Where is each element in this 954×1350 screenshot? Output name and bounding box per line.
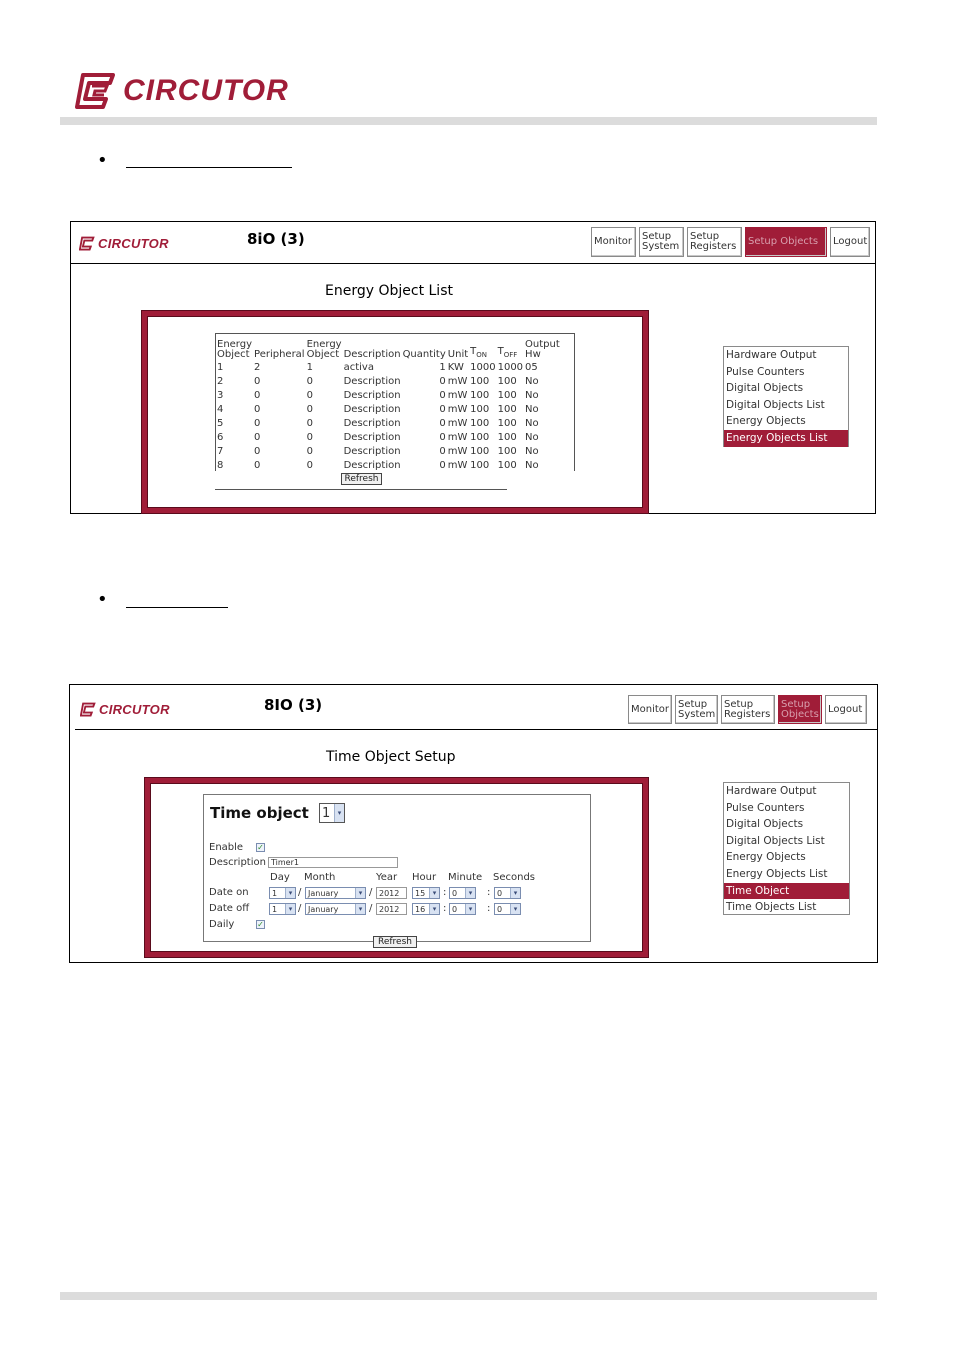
nav-monitor[interactable]: Monitor [591, 227, 636, 257]
description-input[interactable]: Timer1 [268, 857, 398, 868]
select-value: 0 [497, 904, 503, 914]
panel-header [71, 222, 875, 264]
cell: No [525, 375, 539, 387]
cell: 0 [306, 445, 313, 457]
cell: No [525, 431, 539, 443]
refresh-button[interactable]: Refresh [373, 936, 417, 948]
date-on-second-select[interactable] [494, 887, 521, 899]
section-title: Time Object Setup [326, 749, 456, 765]
chevron-down-icon: ▾ [510, 904, 520, 914]
cell: 0 [306, 431, 313, 443]
col-quantity: Quantity [402, 349, 446, 360]
select-value: 1 [272, 904, 278, 914]
description-label: Description [209, 857, 266, 868]
col-description: Description [343, 349, 401, 360]
cell: 0 [254, 389, 261, 401]
cell: Description [343, 375, 401, 387]
cell: mW [447, 403, 468, 415]
device-title: 8iO (3) [247, 230, 305, 248]
nav-setup-system[interactable]: Setup System [675, 695, 718, 724]
col-hour-label: Hour [412, 872, 437, 883]
daily-label: Daily [209, 919, 235, 930]
cell: 2 [254, 361, 261, 373]
select-value: 0 [452, 904, 458, 914]
nav-logout[interactable]: Logout [825, 695, 867, 724]
cell: Description [343, 389, 401, 401]
footer-rule [60, 1292, 877, 1300]
cell: Description [343, 445, 401, 457]
col-day-label: Day [270, 872, 290, 883]
cell: 100 [470, 389, 490, 401]
chevron-down-icon: ▾ [285, 904, 295, 914]
slash: / [369, 903, 373, 914]
document-logo-text: CIRCUTOR [123, 74, 289, 107]
enable-label: Enable [209, 842, 244, 853]
cell: 0 [254, 445, 261, 457]
nav-setup-registers[interactable]: Setup Registers [721, 695, 775, 724]
cell: 1 [217, 361, 224, 373]
table-bottom-rule [215, 489, 507, 490]
cell: Description [343, 417, 401, 429]
col-month-label: Month [304, 872, 336, 883]
date-off-second-select[interactable] [494, 903, 521, 915]
table-row [216, 402, 561, 416]
col-output-hw: Output Hw [525, 339, 560, 360]
cell: 3 [217, 389, 224, 401]
slash: / [369, 887, 373, 898]
content-frame [142, 311, 648, 513]
cell: 0 [306, 459, 313, 471]
date-on-minute-select[interactable] [449, 887, 476, 899]
side-menu-hardware-output[interactable]: Hardware Output [726, 785, 817, 797]
cell: 0 [306, 403, 313, 415]
cell: 6 [217, 431, 224, 443]
select-value: 15 [415, 888, 426, 898]
side-menu-energy-objects-list[interactable]: Energy Objects List [726, 867, 828, 880]
side-menu [723, 346, 849, 447]
date-on-year-input[interactable]: 2012 [376, 887, 407, 899]
cell: 5 [217, 417, 224, 429]
cell: 2 [217, 375, 224, 387]
side-menu-digital-objects[interactable]: Digital Objects [726, 382, 804, 395]
nav-setup-objects[interactable]: Setup Objects [745, 227, 827, 257]
nav-setup-system[interactable]: Setup System [639, 227, 684, 257]
side-menu-energy-objects-list[interactable]: Energy Objects List [724, 430, 848, 447]
side-menu-digital-objects-list[interactable]: Digital Objects List [726, 834, 825, 847]
cell: 100 [470, 403, 490, 415]
cell: 0 [306, 375, 313, 387]
nav-setup-registers[interactable]: Setup Registers [687, 227, 742, 257]
date-on-day-select[interactable] [269, 887, 296, 899]
content-frame [145, 778, 648, 957]
chevron-down-icon: ▾ [285, 888, 295, 898]
chevron-down-icon: ▾ [510, 888, 520, 898]
col-t-off: $T_{OFF}$ [497, 346, 518, 359]
cell: mW [447, 375, 468, 387]
cell: 1000 [497, 361, 524, 373]
col-t-on: $T_{ON}$ [470, 346, 487, 359]
cell: 100 [470, 459, 490, 471]
cell: mW [447, 431, 468, 443]
date-off-month-select[interactable] [305, 903, 366, 915]
cell: 0 [306, 417, 313, 429]
bullet-1-underline [126, 167, 292, 168]
chevron-down-icon: ▾ [429, 888, 439, 898]
cell: 1 [439, 361, 446, 373]
side-menu-energy-objects[interactable]: Energy Objects [726, 851, 806, 864]
select-value: 0 [497, 888, 503, 898]
cell: 100 [497, 431, 517, 443]
date-off-label: Date off [209, 903, 250, 914]
table-row [216, 430, 561, 444]
energy-object-list-screenshot [70, 221, 876, 514]
cell: 1000 [470, 361, 496, 373]
cell: 0 [254, 459, 261, 471]
nav-monitor[interactable]: Monitor [628, 695, 672, 724]
select-value: January [308, 888, 339, 898]
cell: 1 [306, 361, 313, 373]
cell: No [525, 403, 539, 415]
section-title: Energy Object List [325, 283, 453, 299]
cell: Description [343, 431, 401, 443]
cell: 100 [470, 417, 490, 429]
time-object-select[interactable] [319, 803, 345, 823]
select-value: 1 [272, 888, 278, 898]
slash: / [298, 903, 302, 914]
cell: 0 [254, 431, 261, 443]
cell: No [525, 389, 539, 401]
date-off-day-select[interactable] [269, 903, 296, 915]
form-heading: Time object [210, 804, 309, 822]
time-object-setup-screenshot [69, 684, 878, 963]
cell: 100 [497, 389, 517, 401]
cell: 4 [217, 403, 224, 415]
date-off-minute-select[interactable] [449, 903, 476, 915]
colon: : [487, 903, 491, 914]
side-menu-digital-objects-list[interactable]: Digital Objects List [726, 398, 825, 411]
panel-logo [79, 236, 169, 251]
circutor-logo-icon [75, 71, 117, 111]
cell: Description [343, 403, 401, 415]
panel-header [75, 685, 877, 730]
cell: 100 [497, 445, 517, 457]
circutor-logo-icon [79, 236, 95, 251]
panel-logo [80, 702, 170, 717]
col-minute-label: Minute [448, 872, 483, 883]
col-year-label: Year [376, 872, 398, 883]
refresh-button[interactable]: Refresh [341, 473, 382, 485]
bullet-1: • [97, 150, 108, 171]
chevron-down-icon: ▾ [355, 888, 365, 898]
cell: mW [447, 417, 468, 429]
chevron-down-icon: ▾ [355, 904, 365, 914]
cell: 8 [217, 459, 224, 471]
cell: 7 [217, 445, 224, 457]
cell: 0 [439, 389, 446, 401]
cell: 100 [497, 403, 517, 415]
col-energy-object-2: Energy Object [306, 339, 342, 360]
chevron-down-icon: ▾ [465, 904, 475, 914]
cell: 0 [254, 417, 261, 429]
cell: 0 [439, 459, 446, 471]
table-row [216, 388, 561, 402]
cell: 100 [470, 431, 490, 443]
date-on-hour-select[interactable] [412, 887, 440, 899]
side-menu-time-object[interactable]: Time Object [724, 883, 849, 900]
cell: 100 [497, 417, 517, 429]
date-off-hour-select[interactable] [412, 903, 440, 915]
nav-logout[interactable]: Logout [830, 227, 870, 257]
cell: 0 [254, 375, 261, 387]
cell: 0 [439, 417, 446, 429]
side-menu [723, 782, 850, 915]
side-menu-time-objects-list[interactable]: Time Objects List [726, 901, 817, 914]
cell: mW [447, 459, 468, 471]
slash: / [298, 887, 302, 898]
energy-table-wrap [215, 333, 575, 471]
cell: 100 [497, 459, 517, 471]
cell: 0 [439, 403, 446, 415]
device-title: 8IO (3) [264, 696, 323, 714]
cell: No [525, 417, 539, 429]
date-off-year-input[interactable]: 2012 [376, 903, 407, 915]
circutor-logo-icon [80, 702, 96, 717]
select-value: 16 [415, 904, 426, 914]
colon: : [443, 903, 447, 914]
date-on-month-select[interactable] [305, 887, 366, 899]
side-menu-digital-objects[interactable]: Digital Objects [726, 818, 804, 831]
document-logo [75, 70, 300, 112]
cell: 0 [439, 445, 446, 457]
cell: 100 [497, 375, 517, 387]
top-nav [628, 695, 867, 724]
cell: No [525, 445, 539, 457]
date-on-label: Date on [209, 887, 249, 898]
col-seconds-label: Seconds [493, 872, 536, 883]
time-object-form [203, 794, 591, 947]
cell: mW [447, 445, 468, 457]
cell: 100 [470, 375, 490, 387]
table-row [216, 444, 561, 458]
cell: 100 [470, 445, 490, 457]
col-unit: Unit [447, 349, 469, 360]
time-object-select-value: 1 [322, 805, 331, 821]
side-menu-pulse-counters[interactable]: Pulse Counters [726, 801, 805, 814]
enable-checkbox[interactable]: ✓ [257, 843, 264, 852]
cell: mW [447, 389, 468, 401]
daily-checkbox[interactable]: ✓ [257, 920, 264, 929]
cell: No [525, 459, 539, 471]
select-value: January [308, 904, 339, 914]
colon: : [487, 887, 491, 898]
top-nav [591, 227, 870, 257]
cell: Description [343, 459, 401, 471]
table-row [216, 458, 561, 472]
table-row [216, 360, 561, 374]
header-rule [60, 117, 877, 125]
chevron-down-icon: ▾ [334, 804, 344, 822]
cell: KW [447, 361, 464, 373]
side-menu-energy-objects[interactable]: Energy Objects [726, 415, 806, 428]
nav-setup-objects[interactable]: Setup Objects [778, 695, 822, 724]
panel-logo-text: CIRCUTOR [98, 236, 169, 251]
bullet-2-underline [126, 607, 228, 608]
bullet-2: • [97, 589, 108, 610]
cell: 0 [254, 403, 261, 415]
cell: 05 [525, 361, 538, 373]
side-menu-pulse-counters[interactable]: Pulse Counters [726, 365, 805, 378]
side-menu-hardware-output[interactable]: Hardware Output [726, 349, 817, 361]
cell: 0 [306, 389, 313, 401]
chevron-down-icon: ▾ [465, 888, 475, 898]
col-peripheral: Peripheral [254, 349, 305, 360]
table-row [216, 374, 561, 388]
select-value: 0 [452, 888, 458, 898]
energy-object-table [216, 334, 561, 472]
col-energy-object: Energy Object [217, 339, 253, 360]
table-row [216, 416, 561, 430]
chevron-down-icon: ▾ [429, 904, 439, 914]
cell: 0 [439, 431, 446, 443]
panel-logo-text: CIRCUTOR [99, 702, 170, 717]
cell: 0 [439, 375, 446, 387]
colon: : [443, 887, 447, 898]
cell: activa [343, 361, 374, 373]
